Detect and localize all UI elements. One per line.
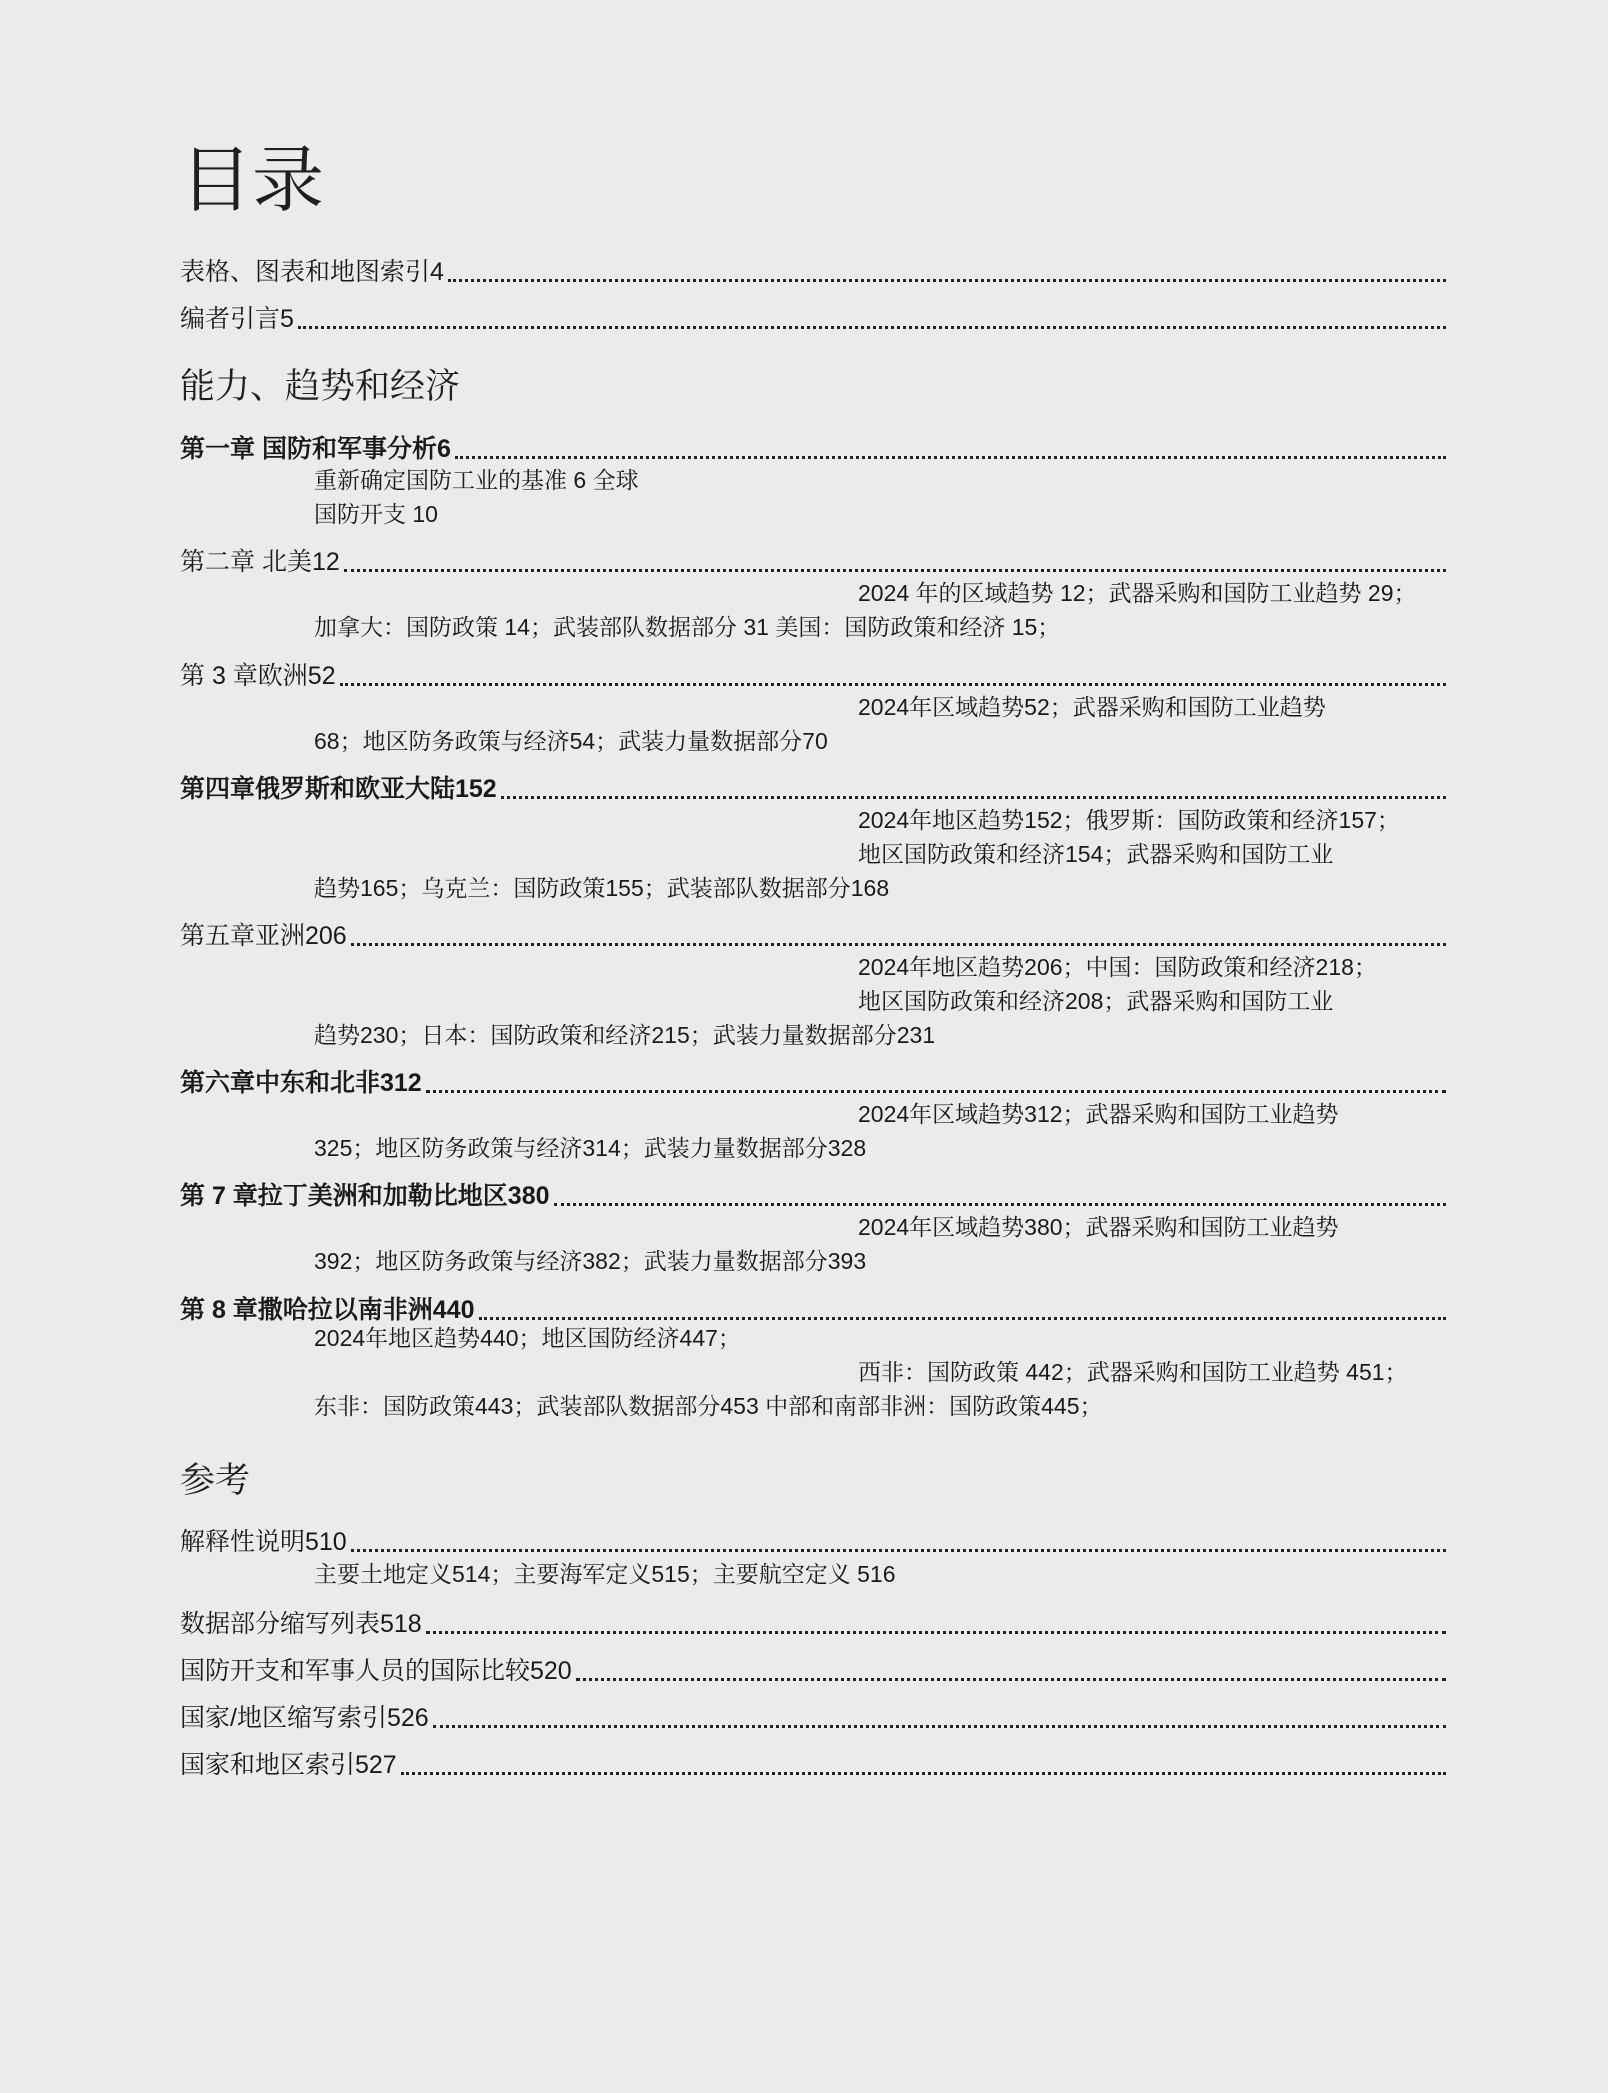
dot-leader <box>501 796 1446 799</box>
toc-entry-label: 数据部分缩写列表518 <box>180 1610 422 1638</box>
dot-leader <box>344 569 1446 572</box>
chapter-6-sub-line: 325；地区防务政策与经济314；武装力量数据部分328 <box>314 1135 867 1161</box>
dot-leader <box>351 1549 1446 1552</box>
dot-leader <box>455 456 1446 459</box>
chapter-3-sub-line: 68；地区防务政策与经济54；武装力量数据部分70 <box>314 728 828 754</box>
toc-entry-label: 国家和地区索引527 <box>180 1751 397 1779</box>
toc-entry-chapter-7[interactable] <box>180 1177 1446 1211</box>
toc-entry-chapter-6[interactable] <box>180 1064 1446 1098</box>
chapter-6-sub-line: 2024年区域趋势312；武器采购和国防工业趋势 <box>858 1101 1339 1127</box>
chapter-8-sub-line: 西非：国防政策 442；武器采购和国防工业趋势 451； <box>858 1359 1408 1385</box>
toc-entry-label: 解释性说明510 <box>180 1528 347 1556</box>
dot-leader <box>576 1678 1446 1681</box>
chapter-7-sub-line: 2024年区域趋势380；武器采购和国防工业趋势 <box>858 1214 1339 1240</box>
toc-entry-label: 第四章俄罗斯和欧亚大陆152 <box>180 775 497 803</box>
dot-leader <box>426 1631 1446 1634</box>
toc-entry-label: 国防开支和军事人员的国际比较520 <box>180 1657 572 1685</box>
toc-entry-abbreviations-list[interactable] <box>180 1605 1446 1639</box>
dot-leader <box>298 326 1446 329</box>
chapter-1-sub-line: 重新确定国防工业的基准 6 全球 <box>314 467 639 493</box>
toc-entry-chapter-1[interactable] <box>180 430 1446 464</box>
section-heading-capabilities: 能力、趋势和经济 <box>180 367 461 406</box>
toc-entry-label: 第五章亚洲206 <box>180 922 347 950</box>
explanatory-notes-sub-line: 主要土地定义514；主要海军定义515；主要航空定义 516 <box>314 1561 896 1587</box>
page-title: 目录 <box>180 138 325 222</box>
dot-leader <box>426 1090 1446 1093</box>
toc-entry-label: 国家/地区缩写索引526 <box>180 1704 429 1732</box>
toc-entry-label: 第 8 章撒哈拉以南非洲440 <box>180 1296 475 1324</box>
chapter-2-sub-line: 加拿大：国防政策 14；武装部队数据部分 31 美国：国防政策和经济 15； <box>314 614 1061 640</box>
toc-entry-chapter-5[interactable] <box>180 917 1446 951</box>
dot-leader <box>554 1203 1446 1206</box>
toc-entry-label: 第六章中东和北非312 <box>180 1069 422 1097</box>
chapter-1-sub-line: 国防开支 10 <box>314 501 438 527</box>
chapter-7-sub-line: 392；地区防务政策与经济382；武装力量数据部分393 <box>314 1248 867 1274</box>
toc-entry-editors-introduction[interactable] <box>180 300 1446 334</box>
toc-entry-international-comparisons[interactable] <box>180 1652 1446 1686</box>
dot-leader <box>351 943 1446 946</box>
chapter-5-sub-line: 趋势230；日本：国防政策和经济215；武装力量数据部分231 <box>314 1022 936 1048</box>
chapter-4-sub-line: 2024年地区趋势152；俄罗斯：国防政策和经济157； <box>858 807 1400 833</box>
toc-entry-label: 编者引言5 <box>180 305 294 333</box>
toc-entry-chapter-2[interactable] <box>180 543 1446 577</box>
chapter-4-sub-line: 趋势165；乌克兰：国防政策155；武装部队数据部分168 <box>314 875 890 901</box>
toc-entry-label: 第 7 章拉丁美洲和加勒比地区380 <box>180 1182 550 1210</box>
dot-leader <box>401 1772 1446 1775</box>
toc-entry-country-abbreviations-index[interactable] <box>180 1699 1446 1733</box>
dot-leader <box>433 1725 1446 1728</box>
chapter-5-sub-line: 地区国防政策和经济208；武器采购和国防工业 <box>858 988 1334 1014</box>
chapter-5-sub-line: 2024年地区趋势206；中国：国防政策和经济218； <box>858 954 1377 980</box>
chapter-3-sub-line: 2024年区域趋势52；武器采购和国防工业趋势 <box>858 694 1326 720</box>
chapter-4-sub-line: 地区国防政策和经济154；武器采购和国防工业 <box>858 841 1334 867</box>
toc-entry-explanatory-notes[interactable] <box>180 1523 1446 1557</box>
chapter-8-sub-line: 东非：国防政策443；武装部队数据部分453 中部和南部非洲：国防政策445； <box>314 1393 1103 1419</box>
toc-entry-index-tables[interactable] <box>180 253 1446 287</box>
toc-entry-chapter-4[interactable] <box>180 770 1446 804</box>
dot-leader <box>340 683 1446 686</box>
toc-entry-chapter-3[interactable] <box>180 657 1446 691</box>
chapter-2-sub-line: 2024 年的区域趋势 12；武器采购和国防工业趋势 29； <box>858 580 1417 606</box>
section-heading-reference: 参考 <box>180 1461 251 1500</box>
toc-entry-label: 第 3 章欧洲52 <box>180 662 336 690</box>
dot-leader <box>479 1317 1446 1320</box>
toc-entry-label: 第二章 北美12 <box>180 548 340 576</box>
toc-entry-chapter-8[interactable] <box>180 1291 1446 1325</box>
toc-entry-label: 第一章 国防和军事分析6 <box>180 435 451 463</box>
chapter-8-sub-line: 2024年地区趋势440；地区国防经济447； <box>314 1325 741 1351</box>
toc-entry-label: 表格、图表和地图索引4 <box>180 258 444 286</box>
dot-leader <box>448 279 1446 282</box>
toc-entry-countries-index[interactable] <box>180 1746 1446 1780</box>
